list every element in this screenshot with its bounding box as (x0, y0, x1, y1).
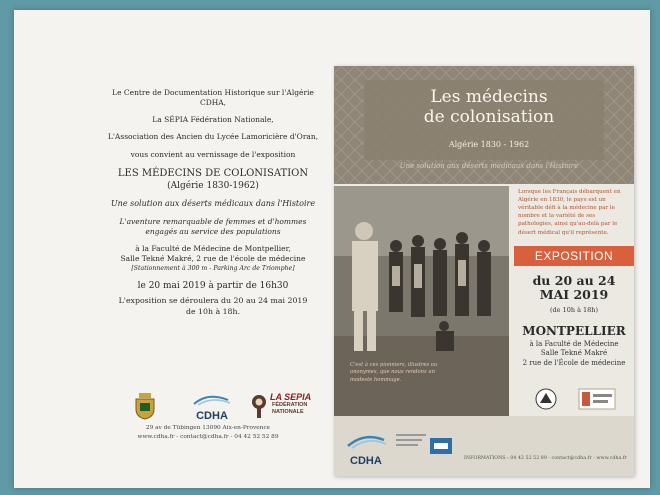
sepia-logo-sub2: NATIONALE (272, 409, 304, 415)
poster-city: MONTPELLIER (522, 324, 626, 338)
exhibition-title: LES MÉDECINS DE COLONISATION (117, 167, 309, 179)
invitation-card (14, 10, 650, 488)
contact-line: www.cdha.fr - contact@cdha.fr - 04 42 52 52 89 (137, 433, 279, 440)
expo-hours: de 10h à 18h. (185, 306, 241, 316)
poster-hours: (de 10h à 18h) (549, 306, 599, 314)
tagline-2: engagés au service des populations (145, 227, 281, 237)
parking-note: [Stationnement à 300 m - Parking Arc de Triomphe] (131, 264, 295, 272)
poster-sponsor-icon (430, 438, 452, 454)
sepia-logo-text: LA SEPIA (270, 392, 312, 402)
invitation-text (78, 88, 348, 317)
poster-venue-2: Salle Tekné Makré (540, 349, 608, 358)
cdha-logo (184, 392, 240, 420)
poster-wave-icon (344, 428, 434, 450)
sepia-logo (250, 392, 320, 420)
vernissage-date: le 20 mai 2019 à partir de 16h30 (137, 280, 289, 291)
exhibition-years: (Algérie 1830-1962) (167, 181, 259, 192)
poster-title-line-2: de colonisation (423, 106, 555, 127)
exhibition-subtitle: Une solution aux déserts médicaux dans l'Histoire (110, 199, 316, 209)
poster-intro: Lorsque les Français débarquent en Algérie en 1830, le pays est un véritable défi à la médecine par le nombre et la variété de ses pathologies, ainsi qu'au-delà par le désert médical qu'il représente. (518, 189, 621, 236)
city-crest-logo (132, 392, 158, 420)
poster-tagline: Une solution aux déserts médicaux dans l'Histoire (399, 162, 579, 170)
host-cdha-acronym: CDHA, (199, 98, 227, 108)
photo-caption: C'est à ces pionniers, illustres ou anonymes, que nous rendons un modeste hommage. (350, 362, 438, 383)
expo-dates: L'exposition se déroulera du 20 au 24 mai 2019 (118, 296, 308, 306)
host-association: L'Association des Ancien du Lycée Lamoricière d'Oran, (107, 132, 319, 142)
poster-venue-3: 2 rue de l'École de médecine (522, 358, 626, 367)
sepia-emblem-icon (250, 393, 268, 419)
cdha-logo-text: CDHA (196, 410, 228, 422)
host-sepia: La SÉPIA Fédération Nationale, (152, 115, 274, 125)
tagline-1: L'aventure remarquable de femmes et d'hommes (119, 217, 307, 227)
host-cdha-line: Le Centre de Documentation Historique sur l'Algérie (112, 88, 314, 97)
poster-cdha-logo (344, 428, 434, 468)
poster-years: Algérie 1830 - 1962 (448, 140, 530, 149)
poster-partner-logos (524, 384, 624, 414)
footer-address (98, 424, 318, 441)
postal-address: 29 av de Tübingen 13090 Aix-en-Provence (145, 425, 271, 431)
venue-line-1: à la Faculté de Médecine de Montpellier, (135, 244, 291, 254)
sponsor-logos (132, 392, 312, 422)
poster-title-line-1: Les médecins (430, 87, 548, 107)
exhibition-poster (334, 66, 634, 476)
venue-line-2: Salle Tekné Makré, 2 rue de l'école de médecine (120, 254, 306, 264)
sepia-logo-sub1: FÉDÉRATION (272, 402, 308, 408)
poster-info: INFORMATIONS : 04 42 52 52 89 - contact@cdha.fr - www.cdha.fr (464, 456, 627, 461)
poster-cdha-text: CDHA (350, 455, 382, 467)
exposition-badge: EXPOSITION (514, 246, 634, 266)
poster-venue-1: à la Faculté de Médecine (529, 340, 619, 348)
invite-line: vous convient au vernissage de l'exposition (130, 149, 296, 159)
poster-dates-2: MAI 2019 (539, 286, 609, 302)
poster-dates-1: du 20 au 24 (532, 273, 616, 288)
wave-icon (184, 392, 240, 406)
